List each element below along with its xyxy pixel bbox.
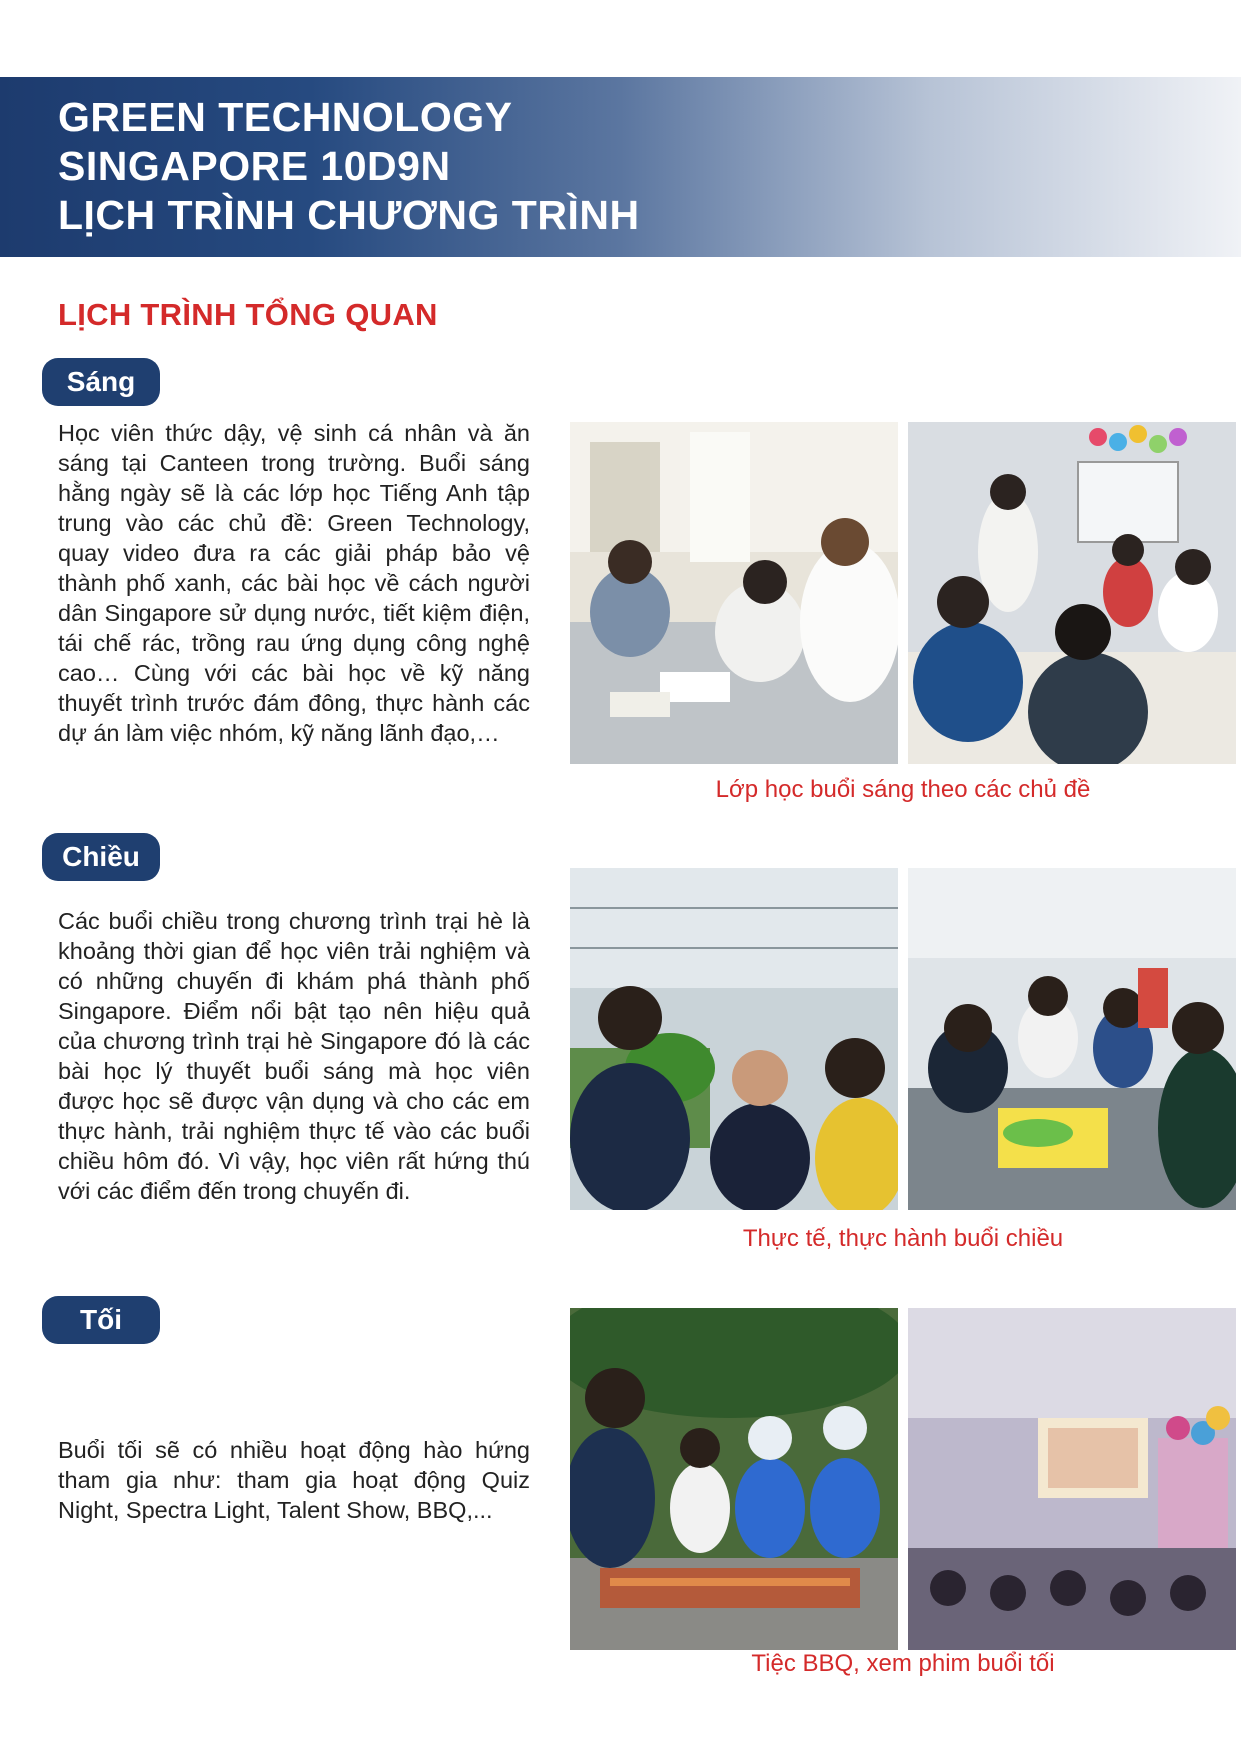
- afternoon-greenhouse-photo: [570, 868, 898, 1210]
- afternoon-text: Các buổi chiều trong chương trình trại hè là khoảng thời gian để học viên trải nghiệm và có những chuyến đi khám phá thành phố Singapore. Điểm nổi bật tạo nên hiệu quả của chương trình trại hè Singapore đó là các bài học lý thuyết buổi sáng mà học viên được học sẽ được vận dụng và cho các em thực hành, trải nghiệm thực tế vào các buổi chiều hôm đó. Vì vậy, học viên rất hứng thú với các điểm đến trong chuyến đi.: [58, 908, 530, 1204]
- afternoon-label: Chiều: [42, 833, 160, 881]
- header-banner: [0, 77, 1241, 257]
- evening-label: Tối: [42, 1296, 160, 1344]
- morning-label: Sáng: [42, 358, 160, 406]
- title-line-1: GREEN TECHNOLOGY: [58, 94, 513, 140]
- page-title: [58, 93, 640, 240]
- evening-text: Buổi tối sẽ có nhiều hoạt động hào hứng tham gia như: tham gia hoạt động Quiz Night, Spectra Light, Talent Show, BBQ,...: [58, 1437, 530, 1523]
- afternoon-caption: Thực tế, thực hành buổi chiều: [742, 1225, 1064, 1252]
- evening-caption: Tiệc BBQ, xem phim buổi tối: [751, 1650, 1055, 1677]
- afternoon-activity-photo: [908, 868, 1236, 1210]
- title-line-2: SINGAPORE 10D9N: [58, 143, 451, 189]
- morning-caption: Lớp học buổi sáng theo các chủ đề: [715, 776, 1091, 803]
- title-line-3: LỊCH TRÌNH CHƯƠNG TRÌNH: [58, 192, 640, 238]
- evening-bbq-photo: [570, 1308, 898, 1650]
- morning-text: Học viên thức dậy, vệ sinh cá nhân và ăn sáng tại Canteen trong trường. Buổi sáng hằng ngày sẽ là các lớp học Tiếng Anh tập trung vào các chủ đề: Green Technology, quay video đưa ra các giải pháp bảo vệ thành phố xanh, các bài học về cách người dân Singapore sử dụng nước, tiết kiệm điện, tái chế rác, trồng rau ứng dụng công nghệ cao… Cùng với các bài học về kỹ năng thuyết trình trước đám đông, thực hành các dự án làm việc nhóm, kỹ năng lãnh đạo,…: [58, 420, 530, 746]
- morning-classroom-photo-2: [908, 422, 1236, 764]
- morning-classroom-photo-1: [570, 422, 898, 764]
- overview-heading: LỊCH TRÌNH TỔNG QUAN: [58, 297, 438, 332]
- evening-movie-photo: [908, 1308, 1236, 1650]
